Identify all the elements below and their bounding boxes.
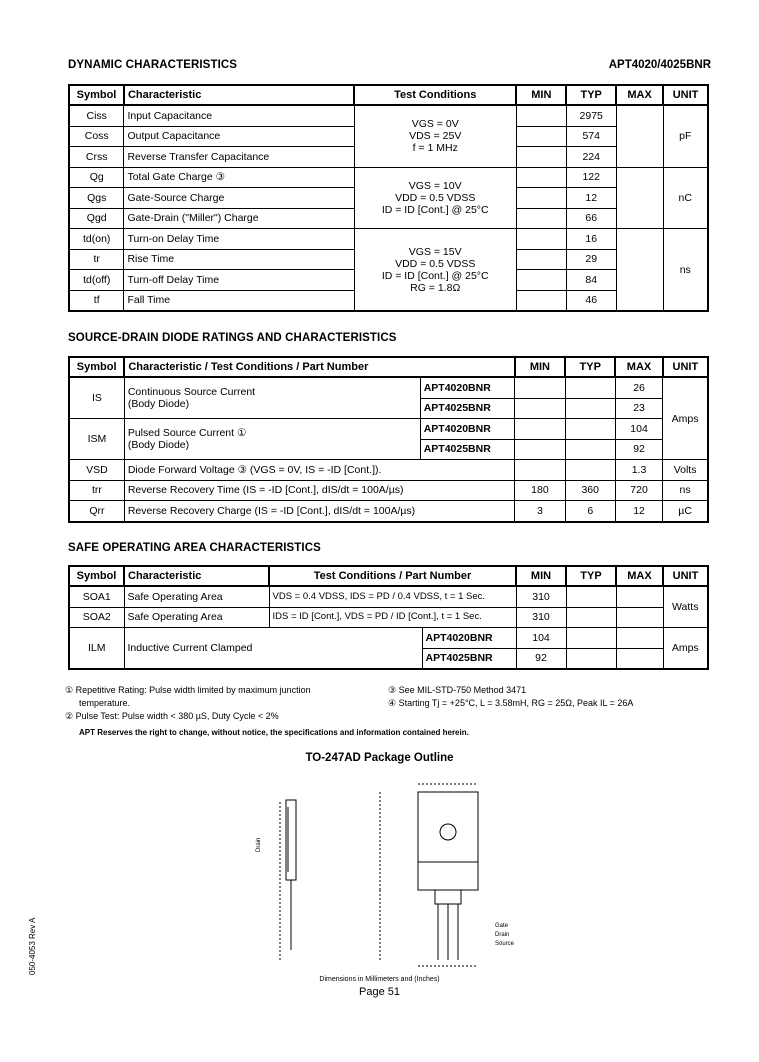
- header-cell: Characteristic: [124, 85, 354, 105]
- typ-cell: [565, 460, 615, 481]
- min-cell: 310: [516, 607, 566, 628]
- min-cell: [516, 270, 566, 291]
- table-row: [69, 607, 708, 628]
- typ-cell: 6: [565, 501, 615, 522]
- max-cell: [616, 229, 663, 312]
- note-2: ② Pulse Test: Pulse width < 380 µS, Duty Cycle < 2%: [65, 711, 279, 721]
- char-cell: Gate-Source Charge: [124, 188, 354, 209]
- char-cell: [124, 377, 420, 419]
- typ-cell: [566, 586, 616, 607]
- min-cell: [516, 167, 566, 188]
- max-cell: [616, 105, 663, 167]
- max-cell: [616, 167, 663, 229]
- front-body: [418, 792, 478, 890]
- table-row: [69, 586, 708, 607]
- typ-cell: [566, 607, 616, 628]
- part-number: APT4020/4025BNR: [608, 59, 711, 71]
- reserve-note: APT Reserves the right to change, without notice, the specifications and information contained herein.: [79, 728, 469, 737]
- symbol-cell: td(off): [69, 270, 124, 291]
- conditions-cell: IDS = ID [Cont.], VDS = PD / ID [Cont.], t = 1 Sec.: [269, 607, 516, 628]
- min-cell: [516, 105, 566, 126]
- max-cell: [616, 628, 663, 649]
- conditions-cell: [354, 229, 516, 312]
- char-cell: Output Capacitance: [124, 126, 354, 147]
- header-cell: Test Conditions: [354, 85, 516, 105]
- drain-lead-label: Drain: [495, 932, 510, 938]
- max-cell: 720: [615, 480, 662, 501]
- typ-cell: 122: [566, 167, 616, 188]
- max-cell: 1.3: [615, 460, 662, 481]
- table-row: [69, 460, 708, 481]
- condition-line: VGS = 10V: [408, 179, 462, 192]
- condition-line: VDD = 0.5 VDSS: [395, 257, 476, 270]
- condition-line: ID = ID [Cont.] @ 25°C: [381, 203, 489, 216]
- header-cell: MAX: [616, 566, 663, 586]
- header-cell: UNIT: [663, 566, 708, 586]
- symbol-cell: Ciss: [69, 105, 124, 126]
- symbol-cell: trr: [69, 480, 124, 501]
- typ-cell: 16: [566, 229, 616, 250]
- typ-cell: [565, 439, 615, 460]
- part-cell: APT4020BNR: [420, 377, 515, 398]
- header-cell: Symbol: [69, 566, 124, 586]
- char-cell: Total Gate Charge ③: [124, 167, 354, 188]
- table-header: [69, 357, 708, 377]
- header-cell: MIN: [515, 357, 565, 377]
- symbol-cell: VSD: [69, 460, 124, 481]
- min-cell: 180: [515, 480, 565, 501]
- max-cell: 12: [615, 501, 662, 522]
- part-cell: APT4025BNR: [420, 398, 515, 419]
- min-cell: 3: [515, 501, 565, 522]
- typ-cell: [566, 628, 616, 649]
- typ-cell: 2975: [566, 105, 616, 126]
- typ-cell: [565, 419, 615, 440]
- char-cell: Inductive Current Clamped: [124, 628, 422, 670]
- max-cell: 92: [615, 439, 662, 460]
- min-cell: [515, 419, 565, 440]
- symbol-cell: Crss: [69, 147, 124, 168]
- header-cell: MIN: [516, 85, 566, 105]
- part-cell: APT4020BNR: [422, 628, 516, 649]
- table-header: [69, 85, 708, 105]
- typ-cell: [565, 377, 615, 398]
- gate-label: Gate: [495, 923, 509, 929]
- unit-cell: ns: [663, 480, 708, 501]
- min-cell: [516, 290, 566, 311]
- min-cell: [516, 249, 566, 270]
- table-row: [69, 419, 708, 440]
- table-row: [69, 501, 708, 522]
- table-header: [69, 566, 708, 586]
- header-cell: TYP: [566, 566, 616, 586]
- typ-cell: 224: [566, 147, 616, 168]
- table-row: [69, 105, 708, 126]
- typ-cell: 574: [566, 126, 616, 147]
- page-number: Page 51: [359, 986, 400, 998]
- condition-line: VDS = 25V: [409, 130, 462, 143]
- unit-cell: Volts: [663, 460, 708, 481]
- condition-line: VDD = 0.5 VDSS: [395, 191, 476, 204]
- dynamic-title: DYNAMIC CHARACTERISTICS: [68, 59, 238, 71]
- char-cell: Rise Time: [124, 249, 354, 270]
- header-cell: Characteristic: [124, 566, 269, 586]
- drain-label: Drain: [256, 837, 262, 852]
- symbol-cell: SOA1: [69, 586, 124, 607]
- max-cell: 26: [615, 377, 662, 398]
- typ-cell: 46: [566, 290, 616, 311]
- unit-cell: pF: [663, 105, 708, 167]
- conditions-cell: [354, 105, 516, 167]
- package-title: TO-247AD Package Outline: [305, 752, 454, 764]
- header-cell: Symbol: [69, 357, 124, 377]
- char-cell: Turn-on Delay Time: [124, 229, 354, 250]
- table-row: [69, 167, 708, 188]
- min-cell: [515, 439, 565, 460]
- max-cell: [616, 607, 663, 628]
- typ-cell: [566, 648, 616, 669]
- symbol-cell: tr: [69, 249, 124, 270]
- header-cell: Symbol: [69, 85, 124, 105]
- min-cell: [515, 398, 565, 419]
- char-line: (Body Diode): [127, 439, 190, 451]
- header-cell: MIN: [516, 566, 566, 586]
- char-line: Pulsed Source Current ①: [127, 427, 247, 439]
- char-cell: Input Capacitance: [124, 105, 354, 126]
- min-cell: [516, 126, 566, 147]
- min-cell: [516, 147, 566, 168]
- front-neck: [435, 890, 461, 904]
- symbol-cell: ILM: [69, 628, 124, 670]
- min-cell: [515, 460, 565, 481]
- table-row: [69, 229, 708, 250]
- symbol-cell: td(on): [69, 229, 124, 250]
- symbol-cell: Qgs: [69, 188, 124, 209]
- symbol-cell: Qrr: [69, 501, 124, 522]
- min-cell: 92: [516, 648, 566, 669]
- header-cell: Characteristic / Test Conditions / Part Number: [124, 357, 514, 377]
- char-cell: Safe Operating Area: [124, 607, 269, 628]
- char-cell: Turn-off Delay Time: [124, 270, 354, 291]
- condition-line: RG = 1.8Ω: [410, 281, 461, 294]
- part-cell: APT4025BNR: [420, 439, 515, 460]
- part-cell: APT4020BNR: [420, 419, 515, 440]
- header-cell: UNIT: [663, 85, 708, 105]
- typ-cell: 360: [565, 480, 615, 501]
- typ-cell: [565, 398, 615, 419]
- char-cell: Reverse Recovery Charge (IS = -ID [Cont.], dIS/dt = 100A/µs): [124, 501, 514, 522]
- symbol-cell: ISM: [69, 419, 124, 460]
- max-cell: 23: [615, 398, 662, 419]
- conditions-cell: VDS = 0.4 VDSS, IDS = PD / 0.4 VDSS, t = 1 Sec.: [269, 586, 516, 607]
- part-cell: APT4025BNR: [422, 648, 516, 669]
- char-line: Continuous Source Current: [127, 386, 256, 398]
- max-cell: [616, 586, 663, 607]
- min-cell: 310: [516, 586, 566, 607]
- note-4: ④ Starting Tj = +25°C, L = 3.58mH, RG = 25Ω, Peak IL = 26A: [388, 698, 634, 708]
- soa-title: SAFE OPERATING AREA CHARACTERISTICS: [68, 542, 321, 554]
- note-1: ① Repetitive Rating: Pulse width limited by maximum junction: [65, 685, 311, 695]
- char-cell: Reverse Transfer Capacitance: [124, 147, 354, 168]
- symbol-cell: Qgd: [69, 208, 124, 229]
- soa-table: [68, 565, 709, 670]
- condition-line: ID = ID [Cont.] @ 25°C: [381, 269, 489, 282]
- package-drawing: [250, 772, 540, 972]
- diode-title: SOURCE-DRAIN DIODE RATINGS AND CHARACTERISTICS: [68, 332, 397, 344]
- char-cell: Diode Forward Voltage ③ (VGS = 0V, IS = -ID [Cont.]).: [124, 460, 514, 481]
- note-3: ③ See MIL-STD-750 Method 3471: [388, 685, 527, 695]
- symbol-cell: Qg: [69, 167, 124, 188]
- condition-line: VGS = 0V: [411, 118, 459, 131]
- symbol-cell: SOA2: [69, 607, 124, 628]
- min-cell: 104: [516, 628, 566, 649]
- doc-code: 050-4053 Rev A: [28, 917, 37, 975]
- unit-cell: Amps: [663, 377, 708, 460]
- symbol-cell: Coss: [69, 126, 124, 147]
- char-cell: Reverse Recovery Time (IS = -ID [Cont.], dIS/dt = 100A/µs): [124, 480, 514, 501]
- min-cell: [516, 208, 566, 229]
- unit-cell: Amps: [663, 628, 708, 670]
- min-cell: [516, 188, 566, 209]
- max-cell: 104: [615, 419, 662, 440]
- unit-cell: ns: [663, 229, 708, 312]
- min-cell: [516, 229, 566, 250]
- dimensions-note: Dimensions in Millimeters and (Inches): [319, 976, 440, 983]
- table-row: [69, 480, 708, 501]
- source-label: Source: [495, 941, 515, 947]
- dynamic-table: [68, 84, 709, 312]
- table-row: [69, 377, 708, 398]
- char-cell: [124, 419, 420, 460]
- condition-line: f = 1 MHz: [412, 142, 458, 155]
- header-cell: MAX: [616, 85, 663, 105]
- typ-cell: 29: [566, 249, 616, 270]
- typ-cell: 66: [566, 208, 616, 229]
- diode-table: [68, 356, 709, 523]
- header-cell: TYP: [566, 85, 616, 105]
- min-cell: [515, 377, 565, 398]
- header-cell: MAX: [615, 357, 662, 377]
- conditions-cell: [354, 167, 516, 229]
- mounting-hole: [440, 824, 456, 840]
- typ-cell: 84: [566, 270, 616, 291]
- unit-cell: µC: [663, 501, 708, 522]
- symbol-cell: IS: [69, 377, 124, 419]
- unit-cell: Watts: [663, 586, 708, 628]
- char-cell: Safe Operating Area: [124, 586, 269, 607]
- char-cell: Fall Time: [124, 290, 354, 311]
- typ-cell: 12: [566, 188, 616, 209]
- note-1-cont: temperature.: [79, 698, 131, 708]
- symbol-cell: tf: [69, 290, 124, 311]
- table-row: [69, 628, 708, 649]
- condition-line: VGS = 15V: [408, 245, 462, 258]
- header-cell: Test Conditions / Part Number: [269, 566, 516, 586]
- header-cell: TYP: [565, 357, 615, 377]
- char-cell: Gate-Drain ("Miller") Charge: [124, 208, 354, 229]
- char-line: (Body Diode): [127, 398, 190, 410]
- unit-cell: nC: [663, 167, 708, 229]
- header-cell: UNIT: [663, 357, 708, 377]
- max-cell: [616, 648, 663, 669]
